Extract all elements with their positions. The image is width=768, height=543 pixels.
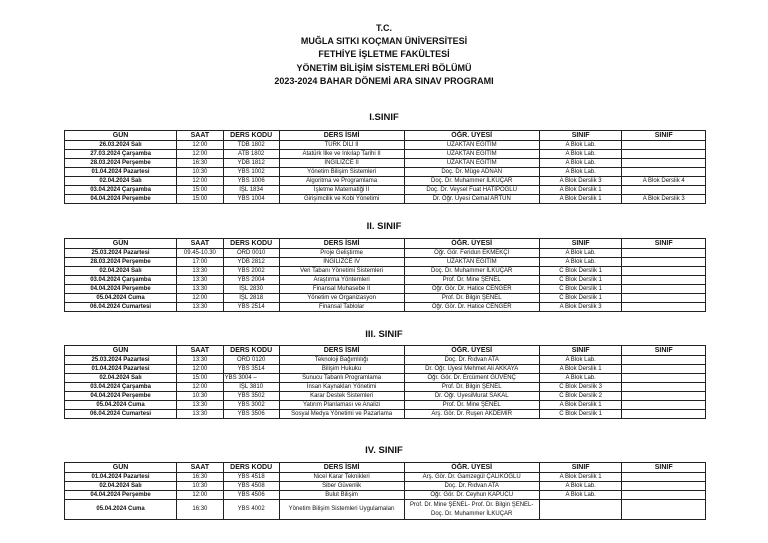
cell-course-code: ATB 1802 — [223, 150, 279, 159]
cell-instructor: Prof. Dr. Mine ŞENEL — [404, 276, 539, 285]
cell-day: 02.04.2024 Salı — [65, 374, 177, 383]
cell-time: 13:30 — [177, 303, 224, 312]
column-header-room: SINIF — [539, 131, 622, 141]
column-header-day: GÜN — [65, 239, 177, 249]
cell-instructor: Öğr. Gör. Dr. Ercüment GÜVENÇ — [404, 374, 539, 383]
cell-day: 06.04.2024 Cumartesi — [65, 410, 177, 419]
column-header-course-code: DERS KODU — [223, 463, 279, 473]
cell-day: 05.04.2024 Cuma — [65, 500, 177, 520]
section-title-2: II. SINIF — [366, 221, 402, 232]
cell-room: C Blok Derslik 1 — [539, 267, 622, 276]
cell-room: A Blok Derslik 3 — [539, 177, 622, 186]
column-header-time: SAAT — [177, 239, 224, 249]
cell-room: C Blok Derslik 2 — [539, 392, 622, 401]
table-row — [65, 294, 706, 303]
cell-instructor: UZAKTAN EĞİTİM — [404, 258, 539, 267]
cell-day: 28.03.2024 Perşembe — [65, 159, 177, 168]
cell-instructor: Doç. Dr. Müge ADNAN — [404, 168, 539, 177]
cell-course-code: İŞL 2830 — [223, 285, 279, 294]
column-header-course-code: DERS KODU — [223, 131, 279, 141]
table-row — [65, 303, 706, 312]
cell-room-2: A Blok Derslik 3 — [622, 195, 706, 204]
cell-time: 10:30 — [177, 482, 224, 491]
cell-course-code: YBS 4002 — [223, 500, 279, 520]
column-header-time: SAAT — [177, 346, 224, 356]
cell-course-code: YBS 3004 – — [223, 374, 279, 383]
cell-room-2: A Blok Derslik 4 — [622, 177, 706, 186]
cell-room-2 — [622, 401, 706, 410]
document-header — [0, 22, 768, 88]
cell-course-name: TÜRK DİLİ II — [279, 141, 404, 150]
column-header-instructor: ÖĞR. ÜYESİ — [404, 131, 539, 141]
cell-instructor: Öğr. Gör. Feridun EKMEKÇİ — [404, 249, 539, 258]
cell-day: 25.03.2024 Pazartesi — [65, 249, 177, 258]
cell-time: 17:00 — [177, 258, 224, 267]
table-row — [65, 374, 706, 383]
cell-course-code: YBS 1006 — [223, 177, 279, 186]
cell-room-2 — [622, 168, 706, 177]
schedule-table-3 — [64, 345, 706, 419]
table-row — [65, 276, 706, 285]
cell-day: 03.04.2024 Çarşamba — [65, 186, 177, 195]
cell-course-name: Girişimcilik ve Kobi Yönetimi — [279, 195, 404, 204]
column-header-room-2: SINIF — [622, 346, 706, 356]
column-header-course-code: DERS KODU — [223, 346, 279, 356]
column-header-course-name: DERS İSMİ — [279, 346, 404, 356]
cell-day: 28.03.2024 Perşembe — [65, 258, 177, 267]
cell-course-name: Veri Tabanı Yönetimi Sistemleri — [279, 267, 404, 276]
table-row — [65, 141, 706, 150]
cell-course-name: Finansal Tablolar — [279, 303, 404, 312]
cell-time: 16:30 — [177, 159, 224, 168]
cell-course-name: Yatırım Planlaması ve Analizi — [279, 401, 404, 410]
table-row — [65, 177, 706, 186]
cell-day: 04.04.2024 Perşembe — [65, 195, 177, 204]
cell-room-2 — [622, 258, 706, 267]
table-row — [65, 249, 706, 258]
cell-room: C Blok Derslik 3 — [539, 383, 622, 392]
cell-day: 04.04.2024 Perşembe — [65, 392, 177, 401]
cell-time: 13:30 — [177, 356, 224, 365]
section-title-3: III. SINIF — [365, 329, 403, 340]
cell-day: 02.04.2024 Salı — [65, 482, 177, 491]
table-row — [65, 473, 706, 482]
cell-course-name: Teknoloji Bağımlılığı — [279, 356, 404, 365]
cell-room: A Blok Lab. — [539, 249, 622, 258]
cell-instructor: Dr. Öğr. Üyesi Mehmet Ali AKKAYA — [404, 365, 539, 374]
cell-course-code: YDB 2812 — [223, 258, 279, 267]
cell-course-name: İNGİLİZCE II — [279, 159, 404, 168]
column-header-room-2: SINIF — [622, 131, 706, 141]
cell-room: A Blok Lab. — [539, 141, 622, 150]
column-header-course-name: DERS İSMİ — [279, 463, 404, 473]
column-header-room: SINIF — [539, 463, 622, 473]
column-header-room: SINIF — [539, 239, 622, 249]
cell-instructor: Doç. Dr. Muhammer İLKUÇAR — [404, 267, 539, 276]
column-header-day: GÜN — [65, 131, 177, 141]
cell-room: A Blok Lab. — [539, 159, 622, 168]
table-row — [65, 186, 706, 195]
cell-room: A Blok Derslik 1 — [539, 365, 622, 374]
table-header-row — [65, 239, 706, 249]
cell-time: 16:30 — [177, 473, 224, 482]
table-row — [65, 150, 706, 159]
table-row — [65, 383, 706, 392]
cell-day: 02.04.2024 Salı — [65, 177, 177, 186]
header-department: YÖNETİM BİLİŞİM SİSTEMLERİ BÖLÜMÜ — [296, 62, 472, 73]
cell-time: 15:00 — [177, 186, 224, 195]
cell-instructor: Öğr. Gör. Dr. Hatice CENGER — [404, 285, 539, 294]
column-header-day: GÜN — [65, 463, 177, 473]
table-row — [65, 195, 706, 204]
cell-day: 04.04.2024 Perşembe — [65, 491, 177, 500]
cell-room: A Blok Derslik 1 — [539, 473, 622, 482]
cell-course-name: Bulut Bilişim — [279, 491, 404, 500]
cell-room: C Blok Derslik 1 — [539, 276, 622, 285]
cell-time: 12:00 — [177, 141, 224, 150]
cell-course-code: YBS 4506 — [223, 491, 279, 500]
cell-day: 05.04.2024 Cuma — [65, 294, 177, 303]
cell-room: A Blok Lab. — [539, 482, 622, 491]
cell-day: 04.04.2024 Perşembe — [65, 285, 177, 294]
cell-room: A Blok Derslik 1 — [539, 195, 622, 204]
cell-time: 13:30 — [177, 410, 224, 419]
cell-course-code: YBS 3502 — [223, 392, 279, 401]
cell-course-code: YBS 2004 — [223, 276, 279, 285]
cell-room-2 — [622, 500, 706, 520]
cell-day: 03.04.2024 Çarşamba — [65, 383, 177, 392]
cell-day: 06.04.2024 Cumartesi — [65, 303, 177, 312]
column-header-instructor: ÖĞR. ÜYESİ — [404, 463, 539, 473]
cell-room: A Blok Lab. — [539, 491, 622, 500]
cell-room-2 — [622, 150, 706, 159]
cell-course-name: Sosyal Medya Yönetimi ve Pazarlama — [279, 410, 404, 419]
cell-instructor: Doç. Dr. Rıdvan ATA — [404, 356, 539, 365]
cell-room-2 — [622, 159, 706, 168]
schedule-table-2 — [64, 238, 706, 312]
cell-room-2 — [622, 482, 706, 491]
header-program-title: 2023-2024 BAHAR DÖNEMİ ARA SINAV PROGRAMI — [274, 75, 494, 86]
cell-instructor: Doç. Dr. Veysel Fuat HATİPOĞLU — [404, 186, 539, 195]
cell-instructor: Arş. Gör. Dr. Ruşen AKDEMİR — [404, 410, 539, 419]
section-title-4: IV. SINIF — [365, 445, 403, 456]
cell-instructor: UZAKTAN EĞİTİM — [404, 141, 539, 150]
cell-course-name: İNGİLİZCE IV — [279, 258, 404, 267]
cell-room-2 — [622, 267, 706, 276]
cell-course-name: Siber Güvenlik — [279, 482, 404, 491]
cell-room-2 — [622, 141, 706, 150]
cell-instructor: Prof. Dr. Mine ŞENEL- Prof. Dr. Bilgin ŞENEL- Doç. Dr. Muhammer İLKUÇAR — [404, 500, 539, 520]
cell-course-code: YBS 3506 — [223, 410, 279, 419]
cell-course-code: YBS 4518 — [223, 473, 279, 482]
column-header-room-2: SINIF — [622, 463, 706, 473]
cell-room-2 — [622, 294, 706, 303]
cell-room: A Blok Lab. — [539, 258, 622, 267]
table-row — [65, 482, 706, 491]
cell-course-name: Atatürk İlke ve İnkılap Tarihi II — [279, 150, 404, 159]
table-row — [65, 392, 706, 401]
cell-course-name: Yönetim Bilişim Sistemleri — [279, 168, 404, 177]
cell-room: C Blok Derslik 1 — [539, 294, 622, 303]
table-row — [65, 500, 706, 520]
cell-instructor: Öğr. Gör. Dr. Hatice CENGER — [404, 303, 539, 312]
cell-course-code: İŞL 2818 — [223, 294, 279, 303]
cell-course-code: YDB 1812 — [223, 159, 279, 168]
cell-day: 02.04.2024 Salı — [65, 267, 177, 276]
cell-time: 13:30 — [177, 401, 224, 410]
cell-instructor: UZAKTAN EĞİTİM — [404, 159, 539, 168]
table-row — [65, 159, 706, 168]
cell-course-code: YBS 3514 — [223, 365, 279, 374]
cell-course-name: Araştırma Yöntemleri — [279, 276, 404, 285]
table-header-row — [65, 346, 706, 356]
column-header-course-name: DERS İSMİ — [279, 131, 404, 141]
cell-room: A Blok Derslik 1 — [539, 186, 622, 195]
cell-room: C Blok Derslik 1 — [539, 410, 622, 419]
cell-room-2 — [622, 374, 706, 383]
cell-time: 10:30 — [177, 168, 224, 177]
cell-room-2 — [622, 473, 706, 482]
cell-course-code: İŞL 3810 — [223, 383, 279, 392]
table-row — [65, 491, 706, 500]
cell-room-2 — [622, 276, 706, 285]
cell-room: A Blok Derslik 3 — [539, 303, 622, 312]
cell-day: 01.04.2024 Pazartesi — [65, 473, 177, 482]
cell-room-2 — [622, 285, 706, 294]
header-line-tc: T.C. — [375, 23, 392, 33]
cell-day: 25.03.2024 Pazartesi — [65, 356, 177, 365]
cell-course-name: İşletme Matematiği II — [279, 186, 404, 195]
cell-time: 12:00 — [177, 294, 224, 303]
cell-instructor: Dr. Öğr. ÜyesiMurat SAKAL — [404, 392, 539, 401]
cell-time: 12:00 — [177, 491, 224, 500]
cell-course-name: Yönetim ve Organizasyon — [279, 294, 404, 303]
section-title-1: I.SINIF — [369, 112, 399, 123]
cell-time: 13:30 — [177, 267, 224, 276]
cell-course-name: İnsan Kaynakları Yönetimi — [279, 383, 404, 392]
cell-course-code: YBS 2514 — [223, 303, 279, 312]
cell-course-name: Sunucu Tabanlı Programlama — [279, 374, 404, 383]
cell-course-name: Yönetim Bilişim Sistemleri Uygulamaları — [279, 500, 404, 520]
cell-room-2 — [622, 186, 706, 195]
header-university: MUĞLA SITKI KOÇMAN ÜNİVERSİTESİ — [300, 36, 468, 47]
cell-day: 01.04.2024 Pazartesi — [65, 365, 177, 374]
cell-instructor: Doç. Dr. Muhammer İLKUÇAR — [404, 177, 539, 186]
cell-time: 12:00 — [177, 177, 224, 186]
cell-course-name: Karar Destek Sistemleri — [279, 392, 404, 401]
header-faculty: FETHİYE İŞLETME FAKÜLTESİ — [318, 49, 450, 60]
schedule-table-1 — [64, 130, 706, 204]
cell-instructor: Öğr. Gör. Dr. Ceyhun KAPUCU — [404, 491, 539, 500]
table-header-row — [65, 463, 706, 473]
column-header-room-2: SINIF — [622, 239, 706, 249]
cell-time: 15:00 — [177, 374, 224, 383]
schedule-table-4 — [64, 462, 706, 520]
cell-room: A Blok Lab. — [539, 150, 622, 159]
cell-course-code: YBS 4508 — [223, 482, 279, 491]
table-row — [65, 365, 706, 374]
column-header-room: SINIF — [539, 346, 622, 356]
cell-instructor: Dr. Öğr. Üyesi Cemal ARTUN — [404, 195, 539, 204]
table-row — [65, 168, 706, 177]
cell-course-name: Finansal Muhasebe II — [279, 285, 404, 294]
cell-room-2 — [622, 410, 706, 419]
column-header-course-code: DERS KODU — [223, 239, 279, 249]
cell-instructor: Arş. Gör. Dr. Gamzegül ÇALIKOĞLU — [404, 473, 539, 482]
cell-instructor: Doç. Dr. Rıdvan ATA — [404, 482, 539, 491]
table-row — [65, 285, 706, 294]
cell-room-2 — [622, 392, 706, 401]
cell-day: 03.04.2024 Çarşamba — [65, 276, 177, 285]
cell-room-2 — [622, 491, 706, 500]
cell-course-code: YBS 1002 — [223, 168, 279, 177]
cell-day: 27.03.2024 Çarşamba — [65, 150, 177, 159]
cell-room-2 — [622, 356, 706, 365]
cell-time: 09.45-10.30 — [177, 249, 224, 258]
cell-room: A Blok Lab. — [539, 374, 622, 383]
cell-room — [539, 500, 622, 520]
cell-time: 12:00 — [177, 383, 224, 392]
cell-time: 15:00 — [177, 195, 224, 204]
cell-room-2 — [622, 365, 706, 374]
cell-course-code: ORD 0010 — [223, 249, 279, 258]
column-header-day: GÜN — [65, 346, 177, 356]
table-row — [65, 258, 706, 267]
cell-course-code: YBS 2002 — [223, 267, 279, 276]
column-header-time: SAAT — [177, 463, 224, 473]
cell-room: A Blok Derslik 1 — [539, 401, 622, 410]
cell-room-2 — [622, 249, 706, 258]
cell-time: 12:00 — [177, 150, 224, 159]
cell-course-code: TDB 1802 — [223, 141, 279, 150]
cell-room: A Blok Lab. — [539, 356, 622, 365]
cell-room: A Blok Lab. — [539, 168, 622, 177]
table-row — [65, 410, 706, 419]
cell-instructor: Prof. Dr. Bilgin ŞENEL — [404, 294, 539, 303]
cell-instructor: Prof. Dr. Bilgin ŞENEL — [404, 383, 539, 392]
cell-time: 13:30 — [177, 285, 224, 294]
cell-course-code: ORD 0120 — [223, 356, 279, 365]
cell-time: 16:30 — [177, 500, 224, 520]
cell-day: 05.04.2024 Cuma — [65, 401, 177, 410]
table-row — [65, 267, 706, 276]
column-header-course-name: DERS İSMİ — [279, 239, 404, 249]
cell-course-name: Algoritma ve Programlama — [279, 177, 404, 186]
table-row — [65, 401, 706, 410]
cell-instructor: Prof. Dr. Mine ŞENEL — [404, 401, 539, 410]
cell-course-code: YBS 3002 — [223, 401, 279, 410]
cell-day: 01.04.2024 Pazartesi — [65, 168, 177, 177]
cell-course-name: Proje Geliştirme — [279, 249, 404, 258]
cell-course-code: İŞL 1834 — [223, 186, 279, 195]
cell-time: 12:00 — [177, 365, 224, 374]
cell-course-name: Nicel Karar Teknikleri — [279, 473, 404, 482]
column-header-time: SAAT — [177, 131, 224, 141]
cell-room-2 — [622, 303, 706, 312]
cell-course-name: Bilişim Hukuku — [279, 365, 404, 374]
cell-time: 10:30 — [177, 392, 224, 401]
cell-course-code: YBS 1004 — [223, 195, 279, 204]
table-row — [65, 356, 706, 365]
cell-room: C Blok Derslik 1 — [539, 285, 622, 294]
cell-instructor: UZAKTAN EĞİTİM — [404, 150, 539, 159]
column-header-instructor: ÖĞR. ÜYESİ — [404, 346, 539, 356]
cell-room-2 — [622, 383, 706, 392]
table-header-row — [65, 131, 706, 141]
cell-day: 26.03.2024 Salı — [65, 141, 177, 150]
cell-time: 13:30 — [177, 276, 224, 285]
column-header-instructor: ÖĞR. ÜYESİ — [404, 239, 539, 249]
